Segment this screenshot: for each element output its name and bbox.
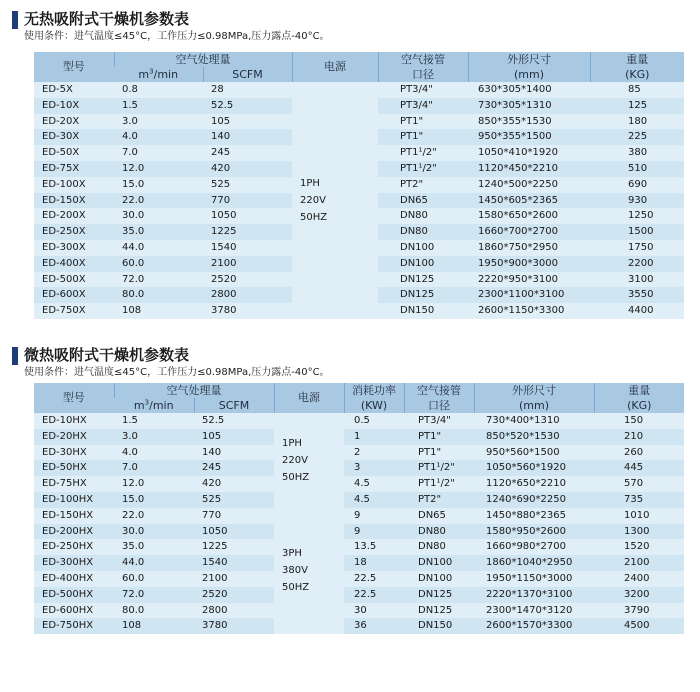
cell-dimensions: 2220*1370*3100: [474, 587, 594, 603]
cell-weight: 1500: [590, 224, 684, 240]
cell-power-1ph: [274, 413, 344, 508]
cell-weight: 2100: [594, 555, 684, 571]
cell-consumption: 18: [344, 555, 404, 571]
cell-flow-m3: 7.0: [114, 460, 194, 476]
cell-pipe: DN150: [404, 618, 474, 634]
header-flow-m3: $m^3/\min$: [114, 398, 194, 413]
cell-flow-m3: 3.0: [122, 115, 138, 127]
cell-flow-scfm: 420: [203, 161, 292, 177]
cell-power-3ph: [274, 508, 344, 634]
spec-table-microheat: [34, 383, 684, 634]
cell-model: ED-400HX: [42, 572, 94, 584]
cell-pipe: DN125: [404, 587, 474, 603]
cell-pipe: DN65: [418, 509, 446, 521]
cell-pipe: PT1¹/2": [400, 147, 437, 159]
cell-flow-m3: 108: [122, 305, 142, 317]
spec-table-heatless: [34, 52, 684, 319]
cell-pipe: DN125: [418, 604, 453, 616]
title-marker: [12, 11, 18, 29]
cell-flow-m3: 15.0: [114, 492, 194, 508]
cell-weight: 3100: [628, 273, 654, 285]
cell-flow-m3: 72.0: [122, 273, 145, 285]
cell-flow-m3: 12.0: [122, 478, 145, 490]
header-dimensions: 外形尺寸: [468, 52, 590, 67]
cell-model: ED-250HX: [42, 541, 94, 553]
cell-dimensions: 1240*500*2250: [478, 178, 558, 190]
cell-flow-m3: 35.0: [122, 541, 145, 553]
cell-model: ED-5X: [42, 84, 73, 95]
cell-pipe: DN125: [378, 287, 468, 303]
cell-weight: 225: [590, 129, 684, 145]
cell-weight: 510: [590, 161, 684, 177]
cell-model: ED-250X: [34, 224, 114, 240]
cell-dimensions: 2600*1150*3300: [478, 305, 565, 317]
cell-weight: 260: [624, 446, 644, 458]
table-row: [34, 476, 684, 492]
header-air-capacity: 空气处理量: [114, 383, 274, 398]
cell-pipe: PT1": [418, 446, 442, 458]
cell-consumption: 3: [344, 460, 404, 476]
cell-weight: 570: [624, 478, 644, 490]
header-weight: 重量: [590, 52, 684, 67]
table-row: [34, 587, 684, 603]
cell-consumption: 36: [344, 618, 404, 634]
cell-flow-scfm: 1225: [202, 541, 228, 553]
cell-flow-m3: 108: [114, 618, 194, 634]
cell-flow-scfm: 140: [203, 129, 292, 145]
cell-flow-scfm: 28: [211, 84, 224, 95]
cell-flow-m3: 12.0: [114, 161, 203, 177]
cell-weight: 3200: [594, 587, 684, 603]
cell-model: ED-150HX: [42, 509, 94, 521]
cell-model: ED-200HX: [34, 524, 114, 540]
cell-dimensions: 630*305*1400: [478, 84, 552, 95]
cell-model: ED-500HX: [34, 587, 114, 603]
cell-flow-scfm: 2800: [202, 604, 228, 616]
cell-flow-m3: 30.0: [114, 524, 194, 540]
table-body: [34, 413, 684, 634]
cell-dimensions: 850*355*1530: [478, 115, 552, 127]
cell-dimensions: 1950*900*3000: [468, 256, 590, 272]
cell-pipe: DN80: [400, 210, 428, 222]
cell-flow-scfm: 105: [211, 115, 231, 127]
cell-flow-scfm: 3780: [194, 618, 274, 634]
cell-dimensions: 1450*880*2365: [486, 509, 566, 521]
table-row: [34, 413, 684, 429]
cell-consumption: 0.5: [354, 415, 370, 426]
cell-flow-m3: 3.0: [114, 429, 194, 445]
cell-flow-scfm: 2100: [203, 256, 292, 272]
cell-dimensions: 2300*1100*3100: [468, 287, 590, 303]
cell-flow-scfm: 525: [211, 178, 231, 190]
cell-model: ED-500X: [42, 273, 86, 285]
table-row: [34, 460, 684, 476]
cell-pipe: PT1¹/2": [418, 478, 455, 490]
cell-model: ED-750X: [42, 305, 86, 317]
header-power: 电源: [292, 52, 378, 82]
header-model: 型号: [34, 52, 114, 82]
cell-flow-scfm: 770: [203, 193, 292, 209]
cell-consumption: 22.5: [344, 587, 404, 603]
cell-flow-m3: 22.0: [122, 509, 145, 521]
cell-weight: 85: [628, 84, 641, 95]
cell-dimensions: 1050*560*1920: [474, 460, 594, 476]
table-row: [34, 445, 684, 461]
cell-pipe: DN80: [418, 541, 446, 553]
cell-consumption: 4.5: [344, 492, 404, 508]
cell-pipe: DN65: [378, 193, 468, 209]
cell-flow-m3: 0.8: [122, 84, 138, 95]
cell-dimensions: 1240*690*2250: [474, 492, 594, 508]
cell-consumption: 22.5: [354, 572, 377, 584]
cell-weight: 735: [594, 492, 684, 508]
cell-weight: 690: [628, 178, 648, 190]
cell-flow-m3: 80.0: [114, 287, 203, 303]
cell-pipe: PT2": [400, 178, 424, 190]
cell-pipe: PT1": [378, 129, 468, 145]
cell-dimensions: 2220*950*3100: [478, 273, 558, 285]
power-line: 50HZ: [282, 471, 310, 483]
cell-dimensions: 1580*650*2600: [478, 210, 558, 222]
cell-weight: 1300: [594, 524, 684, 540]
power-line: 380V: [282, 565, 308, 577]
cell-model: ED-600X: [34, 287, 114, 303]
table-row: [34, 524, 684, 540]
cell-flow-scfm: 2520: [194, 587, 274, 603]
cell-flow-scfm: 2100: [202, 572, 228, 584]
cell-weight: 150: [624, 415, 644, 426]
cell-dimensions: 1120*650*2210: [486, 478, 566, 490]
cell-weight: 180: [628, 115, 648, 127]
cell-flow-scfm: 245: [194, 460, 274, 476]
cell-power: [292, 82, 378, 319]
header-model: 型号: [34, 383, 114, 413]
cell-weight: 210: [594, 429, 684, 445]
cell-pipe: PT1": [400, 115, 424, 127]
header-kw-unit: (KW): [344, 398, 404, 413]
cell-flow-scfm: 140: [202, 446, 222, 458]
cell-flow-m3: 72.0: [114, 587, 194, 603]
cell-consumption: 30: [354, 604, 367, 616]
table-row: [34, 571, 684, 587]
cell-model: ED-50X: [42, 147, 80, 159]
header-pipe: 空气接管: [404, 383, 474, 398]
table-row: [34, 555, 684, 571]
cell-flow-m3: 22.0: [114, 193, 203, 209]
table-row: [34, 429, 684, 445]
cell-flow-scfm: 770: [202, 509, 222, 521]
header-dim-unit: (mm): [474, 398, 594, 413]
cell-model: ED-75X: [34, 161, 114, 177]
cell-pipe: DN125: [400, 273, 435, 285]
cell-flow-scfm: 1540: [211, 241, 237, 253]
cell-pipe: DN150: [400, 305, 435, 317]
cell-model: ED-300HX: [34, 555, 114, 571]
header-pipe-caliber: 口径: [404, 398, 474, 413]
cell-flow-m3: 60.0: [122, 572, 145, 584]
cell-flow-m3: 1.5: [114, 98, 203, 114]
cell-dimensions: 1860*1040*2950: [474, 555, 594, 571]
cell-consumption: 1: [344, 429, 404, 445]
section-microheat: [0, 336, 700, 632]
cell-weight: 4400: [628, 305, 654, 317]
title-marker: [12, 347, 18, 365]
header-power: 电源: [274, 383, 344, 413]
table-row: [34, 539, 684, 555]
cell-dimensions: 950*355*1500: [468, 129, 590, 145]
cell-dimensions: 1120*450*2210: [468, 161, 590, 177]
cell-weight: 1520: [624, 541, 650, 553]
cell-pipe: DN100: [378, 256, 468, 272]
cell-weight: 1010: [624, 509, 650, 521]
cell-flow-m3: 4.0: [114, 129, 203, 145]
cell-dimensions: 2300*1470*3120: [486, 604, 573, 616]
cell-flow-scfm: 420: [202, 478, 222, 490]
cell-dimensions: 2600*1570*3300: [474, 618, 594, 634]
cell-dimensions: 1050*410*1920: [478, 147, 558, 159]
section-title: 微热吸附式干燥机参数表: [24, 346, 190, 364]
cell-pipe: PT1": [404, 429, 474, 445]
cell-dimensions: 1660*700*2700: [468, 224, 590, 240]
header-pipe-caliber: 口径: [378, 67, 468, 82]
cell-pipe: PT2": [404, 492, 474, 508]
title-block: [0, 336, 700, 380]
cell-consumption: 2: [354, 446, 361, 458]
cell-weight: 125: [590, 98, 684, 114]
cell-flow-m3: 7.0: [122, 147, 138, 159]
cell-flow-m3: 44.0: [122, 241, 145, 253]
cell-flow-m3: 44.0: [114, 555, 194, 571]
header-dim-unit: (mm): [468, 67, 590, 82]
cell-dimensions: 850*520*1530: [474, 429, 594, 445]
cell-flow-scfm: 525: [194, 492, 274, 508]
cell-weight: 2400: [624, 572, 650, 584]
cell-weight: 3790: [624, 604, 650, 616]
cell-consumption: 9: [344, 524, 404, 540]
cell-flow-scfm: 3780: [211, 305, 237, 317]
table-body: [34, 82, 684, 319]
cell-consumption: 4.5: [354, 478, 370, 490]
cell-flow-m3: 80.0: [122, 604, 145, 616]
power-line: 220V: [300, 194, 326, 206]
table-row: [34, 82, 684, 98]
table-row: [34, 618, 684, 634]
cell-pipe: PT1¹/2": [378, 161, 468, 177]
cell-weight: 3550: [590, 287, 684, 303]
power-line: 220V: [282, 454, 308, 466]
cell-dimensions: 730*305*1310: [468, 98, 590, 114]
cell-flow-scfm: 52.5: [203, 98, 292, 114]
cell-flow-scfm: 245: [211, 147, 231, 159]
usage-conditions: 使用条件：进气温度≤45°C，工作压力≤0.98MPa,压力露点-40°C。: [24, 367, 330, 378]
cell-flow-m3: 60.0: [114, 256, 203, 272]
cell-flow-m3: 1.5: [122, 415, 138, 426]
table-row: [34, 492, 684, 508]
power-line: 50HZ: [300, 211, 328, 223]
cell-weight: 380: [628, 147, 648, 159]
power-line: 3PH: [282, 548, 302, 560]
cell-model: ED-300X: [42, 241, 86, 253]
cell-model: ED-100HX: [34, 492, 114, 508]
header-flow-scfm: SCFM: [203, 67, 292, 82]
header-pipe: 空气接管: [378, 52, 468, 67]
header-consumption: 消耗功率: [344, 383, 404, 398]
cell-flow-scfm: 52.5: [202, 415, 225, 426]
cell-weight: 1750: [628, 241, 654, 253]
cell-dimensions: 950*560*1500: [486, 446, 560, 458]
cell-model: ED-10HX: [42, 415, 87, 426]
cell-consumption: 13.5: [354, 541, 377, 553]
section-heatless: [0, 0, 700, 317]
table-row: [34, 603, 684, 619]
cell-consumption: 9: [354, 509, 361, 521]
cell-model: ED-20X: [42, 115, 80, 127]
title-block: [0, 0, 700, 44]
cell-model: ED-50HX: [34, 460, 114, 476]
cell-dimensions: 1860*750*2950: [478, 241, 558, 253]
cell-model: ED-75HX: [42, 478, 87, 490]
cell-flow-m3: 30.0: [122, 210, 145, 222]
cell-pipe: DN100: [404, 555, 474, 571]
power-line: 1PH: [300, 177, 320, 189]
cell-dimensions: 1950*1150*3000: [486, 572, 573, 584]
cell-model: ED-750HX: [34, 618, 114, 634]
cell-model: ED-150X: [34, 193, 114, 209]
cell-weight: 930: [590, 193, 684, 209]
table-row: [34, 508, 684, 524]
cell-weight: 2200: [590, 256, 684, 272]
cell-flow-m3: 15.0: [122, 178, 145, 190]
header-weight-unit: (KG): [594, 398, 684, 413]
cell-pipe: PT1¹/2": [404, 460, 474, 476]
cell-dimensions: 1450*605*2365: [468, 193, 590, 209]
power-line: 50HZ: [282, 582, 310, 594]
header-weight-unit: (KG): [590, 67, 684, 82]
cell-model: ED-600HX: [42, 604, 94, 616]
cell-model: ED-10X: [34, 98, 114, 114]
cell-pipe: PT3/4": [418, 415, 451, 426]
cell-model: ED-30X: [34, 129, 114, 145]
cell-flow-scfm: 2520: [211, 273, 237, 285]
cell-model: ED-20HX: [34, 429, 114, 445]
cell-flow-scfm: 1050: [211, 210, 237, 222]
cell-flow-scfm: 1225: [203, 224, 292, 240]
cell-flow-m3: 35.0: [114, 224, 203, 240]
header-flow-scfm: SCFM: [194, 398, 274, 413]
cell-pipe: DN100: [418, 572, 453, 584]
cell-dimensions: 730*400*1310: [486, 415, 560, 426]
cell-pipe: DN100: [400, 241, 435, 253]
section-title: 无热吸附式干燥机参数表: [24, 10, 190, 28]
cell-flow-scfm: 1050: [194, 524, 274, 540]
cell-model: ED-100X: [42, 178, 86, 190]
cell-flow-scfm: 105: [194, 429, 274, 445]
header-air-capacity: 空气处理量: [114, 52, 292, 67]
cell-model: ED-400X: [34, 256, 114, 272]
cell-pipe: PT3/4": [378, 98, 468, 114]
cell-weight: 4500: [594, 618, 684, 634]
header-flow-m3: $m^3/\min$: [114, 67, 203, 82]
usage-conditions: 使用条件：进气温度≤45°C，工作压力≤0.98MPa,压力露点-40°C。: [24, 31, 330, 42]
cell-pipe: PT3/4": [400, 84, 433, 95]
cell-flow-scfm: 1540: [194, 555, 274, 571]
cell-weight: 445: [594, 460, 684, 476]
cell-pipe: DN80: [404, 524, 474, 540]
cell-flow-m3: 4.0: [122, 446, 138, 458]
cell-weight: 1250: [628, 210, 654, 222]
cell-dimensions: 1660*980*2700: [486, 541, 566, 553]
header-dimensions: 外形尺寸: [474, 383, 594, 398]
cell-model: ED-30HX: [42, 446, 87, 458]
cell-model: ED-200X: [42, 210, 86, 222]
cell-flow-scfm: 2800: [203, 287, 292, 303]
cell-pipe: DN80: [378, 224, 468, 240]
cell-dimensions: 1580*950*2600: [474, 524, 594, 540]
header-weight: 重量: [594, 383, 684, 398]
power-line: 1PH: [282, 437, 302, 449]
